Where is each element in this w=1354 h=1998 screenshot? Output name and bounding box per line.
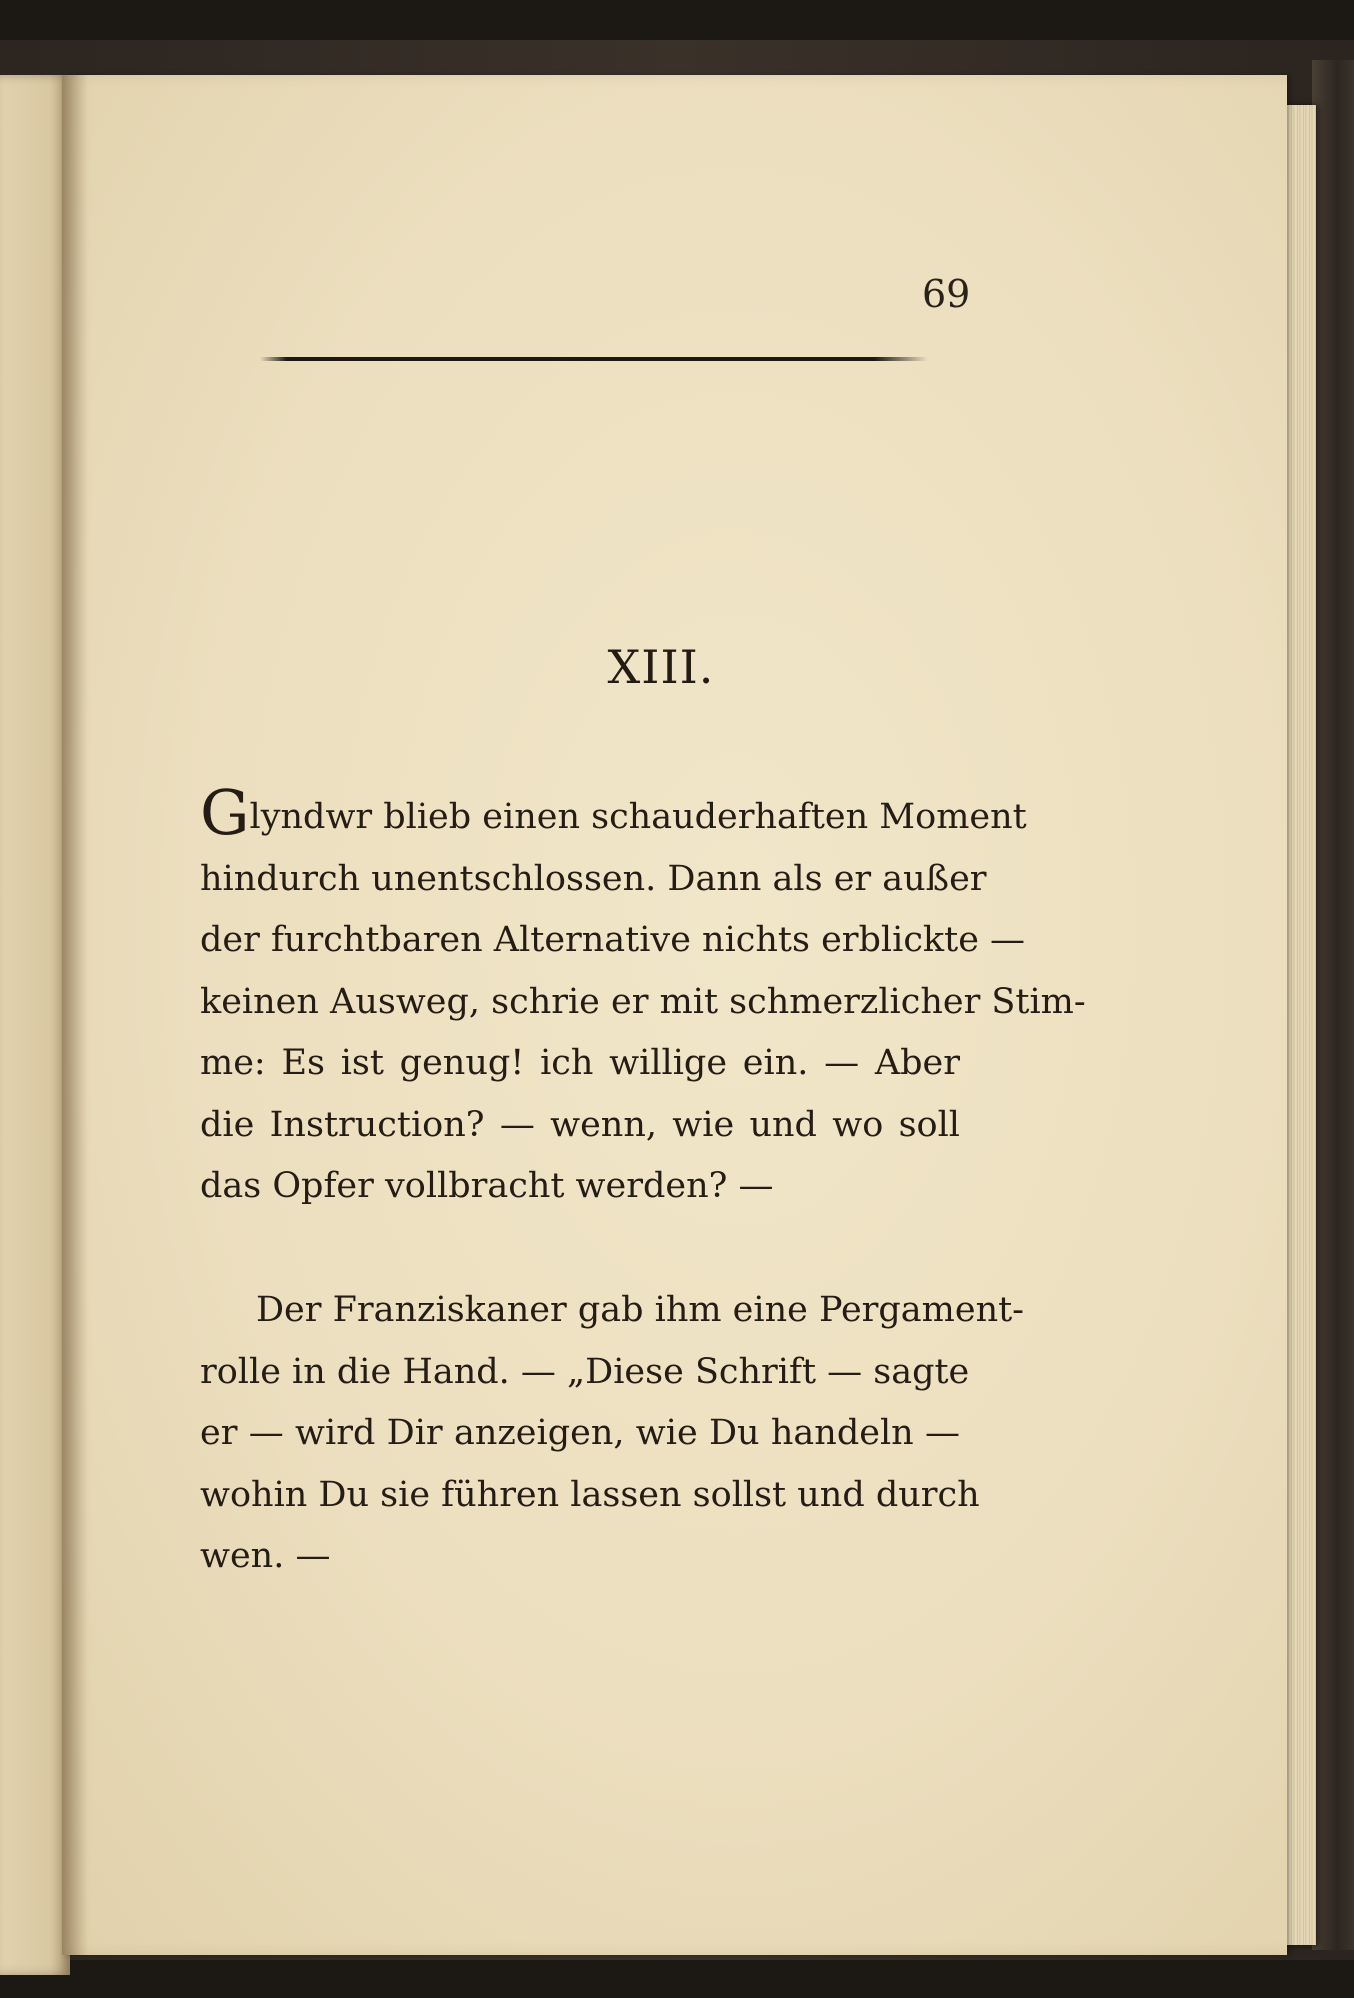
text-line: er — wird Dir anzeigen, wie Du handeln —	[200, 1413, 960, 1453]
paragraph-2	[200, 1280, 1025, 1588]
text-line: wohin Du sie führen lassen sollst und durch	[200, 1474, 980, 1515]
header-rule	[260, 357, 928, 361]
chapter-number: XIII.	[607, 640, 715, 694]
cover-edge	[1312, 60, 1354, 1950]
text-line: me: Es ist genug! ich willige ein. — Aber	[200, 1043, 960, 1083]
drop-cap: G	[200, 776, 250, 849]
text-line	[200, 776, 1027, 849]
paragraph-1	[200, 776, 1086, 1218]
gutter-shadow	[62, 75, 88, 1955]
text-line: hindurch unentschlossen. Dann als er außer	[200, 858, 987, 899]
text-line: das Opfer vollbracht werden? —	[200, 1166, 774, 1206]
left-facing-page	[0, 75, 70, 1975]
chapter-heading	[0, 640, 1354, 694]
line-text: lyndwr blieb einen schauderhaften Moment	[249, 797, 1027, 837]
text-line: keinen Ausweg, schrie er mit schmerzlicher Stim-	[200, 981, 1086, 1022]
text-line: der furchtbaren Alternative nichts erblickte —	[200, 920, 1026, 960]
text-line: Der Franziskaner gab ihm eine Pergament-	[256, 1290, 1025, 1330]
text-line: rolle in die Hand. — „Diese Schrift — sagte	[200, 1351, 970, 1392]
text-line: wen. —	[200, 1536, 331, 1576]
page-number: 69	[922, 272, 971, 316]
text-line: die Instruction? — wenn, wie und wo soll	[200, 1104, 960, 1145]
